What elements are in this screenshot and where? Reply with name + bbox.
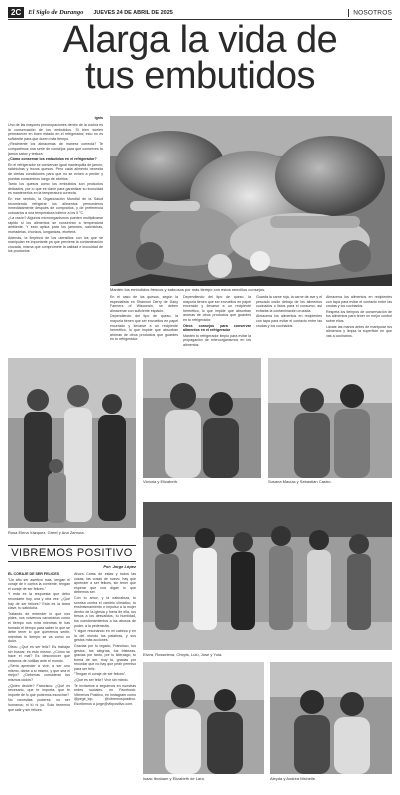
article-paragraph: Tanto los quesos como los embutidos son productos delicados, por lo que es clave para garantizar su inocuidad es mantenerlos en la temperatura correcta. xyxy=(8,182,103,196)
social-paragraph: No necesitas poderes, no ser humanos; ni tú ni yo. Solo tenemos que salir y ser felices. xyxy=(8,698,70,712)
article-paragraph: Dependiendo del tipo de queso, la mayoría tienen que ser envueltos en papel encerado y llevarse a un recipiente hermético, lo que impide que absorban aromas de otros productos que guardes en tu refrigerador. xyxy=(110,314,178,342)
social-paragraph: Te invitamos a seguirnos en nuestras redes sociales, en Facebook: Vibremos Positivo, en Instagram como @jorge_lop, @vibremospositivo. Escríbenos a jorge@vibpositivo.com. xyxy=(74,683,136,707)
page-number: 2C xyxy=(8,7,24,18)
article-paragraph: Dependiendo del tipo de queso, la mayoría tienen que ser envueltos en papel encerado y llevarse a un recipiente hermético, lo que impide que absorban aromas de otros productos que guardes en tu refrigerador. xyxy=(183,295,251,322)
social-paragraph: ¿Sería aprender a vivir, a ser uno mismo, darse a sí mismo, y que sea el mejor? ¿Deberías considerar tus mismos ídolos? xyxy=(8,664,70,683)
article-column-1 xyxy=(8,123,103,333)
embutidos-photo xyxy=(110,116,392,286)
embutidos-photo-caption: Mantén tus embutidos frescos y sabrosos por más tiempo con estos sencillos consejos. xyxy=(110,287,266,292)
article-headline xyxy=(8,19,392,97)
photo-rosa-greet-ana xyxy=(8,358,136,528)
caption-susana: Susana Macías y Sebastián Castro. xyxy=(268,479,332,484)
caption-isaac: Isaac Ibraham y Elizabeth de Lara. xyxy=(143,776,205,781)
caption-victoria: Victoria y Elizabeth. xyxy=(143,479,179,484)
photo-aleyda-andrea xyxy=(270,662,392,774)
social-paragraph: Gracias por tu legado, Francisco, tus gestos, tus alegrías, tus tristezas, gracias por tanto, por tu liderazgo, tu forma de ser, muy tú, gracias por recordar que no hay que pedir permiso para ser feliz. xyxy=(74,643,136,671)
caption-rosa: Rosa Elena Vázquez, Greet y Ana Zamora. xyxy=(8,530,85,535)
article-column-2 xyxy=(110,295,178,343)
social-paragraph: Tratando de entender lo que nos pides, nos volvemos carcelarios como el tiempo nos mira mientras te has tomado el tiempo para saber lo que se debe tener lo que queremos sentir, mientras tu tiempo se va como un dolor. xyxy=(8,611,70,644)
article-paragraph: Lávate las manos antes de manipular tus alimentos y limpia la superficie en que vas a cocinarlos. xyxy=(326,324,392,338)
photo-susana-sebastian xyxy=(268,358,392,478)
issue-date: JUEVES 24 DE ABRIL DE 2025 xyxy=(93,9,173,16)
social-paragraph: Otros: ¿Qué es ser feliz? Es trabajar sin buscar, es esto mismo. ¿Cómo se hace el mal? Es desconocer que estamos de rodillas ante el mundo. xyxy=(8,644,70,663)
section-name: NOSOTROS xyxy=(348,9,392,17)
masthead: El Siglo de Durango xyxy=(28,9,84,16)
photo-group xyxy=(143,502,392,650)
column-author: Por: Jorge López xyxy=(103,564,136,569)
photo-isaac-elizabeth xyxy=(143,662,264,774)
article-byline: Ignis xyxy=(94,116,103,120)
article-paragraph: Uno de las mayores preocupaciones dentro de la cocina es la conservación de los embutidos. Si bien suelen permanecer en buen estado en el refrigerador, esto no es suficiente para que duren más tiempo. xyxy=(8,123,103,141)
social-paragraph: ¿Qué es ser feliz? Vivir sin miedo. xyxy=(74,678,129,683)
social-paragraph: Ahora Caras de estas y todos las cosas, las cosas de nuevo, hay que aprender a ser felices, sin tener que esperar que nos digan lo que debemos ser. xyxy=(74,572,136,595)
article-paragraph: Mantén tu refrigerador limpio para evitar la propagación de microorganismos en los alimentos. xyxy=(183,333,251,347)
page-header xyxy=(8,6,392,20)
social-paragraph: Y sigue resonando en mi cabeza y en la del mundo tus palabras, y sus gestos más acciones. xyxy=(74,629,136,643)
article-subheading: ¿Cómo conservar los embutidos en el refrigerador? xyxy=(8,157,97,162)
article-paragraph: En el refrigerador se conservan igual mantequilla de jamón, salchichas y trozos quesos. Pero cada alimento necesita de ciertas condiciones para que no se echen a perder y puedas consumirlos luego de abrirlos. xyxy=(8,162,103,181)
caption-aleyda: Aleyda y Andrea Michelle. xyxy=(270,776,317,781)
article-paragraph: Además, la limpieza de los utensilios con los que se manipulan es importante ya que previene la contaminación cruzada, misma que compromete la calidad e inocuidad de los productos. xyxy=(8,235,103,254)
social-paragraph: Con tu amor, y la naturaleza, tu sonrisa contra el cambio climático, tu ensimismamiento e impulso a la mujer dentro de la iglesia y fuera de ella, tus besos a los desvalidos, tu humildad, tus cuestionamientos a los abusos de poder, a la pederastia. xyxy=(74,595,136,628)
article-paragraph: En ese sentido, la Organización Mundial de la Salud recomienda refrigerar los alimentos perecederos inmediatamente después de comprarlos, y de preferencia colocarlos a una temperatura inferior a los 5 °C. xyxy=(8,196,103,215)
article-paragraph: Respeta los tiempos de conservación de tus alimentos para tener un mejor control sobre ellos. xyxy=(326,309,392,323)
photo-victoria-elizabeth xyxy=(143,358,261,478)
social-paragraph: Y esta es la respuesta que debo recordarte hoy, una y otra vez: ¿Qué hay de ser felices? Esta es la tarea clave, tu sabiduría. xyxy=(8,592,70,611)
article-paragraph: En el caso de los quesos, según la especialista en Shannon Derry de Dairy Farmers of Wisconsin, se deben almacenar con suficiente espacio. xyxy=(110,295,178,313)
headline-line-1: Alarga la vida de xyxy=(62,19,338,61)
article-column-5 xyxy=(326,295,392,343)
social-subheading: EL CORAJE DE SER FELICES xyxy=(8,572,60,576)
social-paragraph: ¿Quién decide? Francisco: ¿Qué es necesario, que te importa, que te importe de lo que podemos escuchar? xyxy=(8,683,70,697)
caption-elvira: Elvira, Rosselena, Chepis, Lulú, Jose y Yola. xyxy=(143,652,223,657)
article-paragraph: Guarda la carne roja, la carne de ave y el pescado crudo debajo de los alimentos cocinados o listos para el consumo, así evitarás la contaminación cruzada. xyxy=(256,295,322,313)
article-column-3 xyxy=(183,295,251,347)
article-subheading: Otros consejos para conservar alimentos en el refrigerador xyxy=(183,323,251,333)
social-paragraph: "Tengan el coraje de ser felices". xyxy=(74,672,127,677)
article-paragraph: ¿Realmente los almacenas de manera correcta? Te compartimos una serie de consejos para que conserves tu jamón sabor y textura. xyxy=(8,142,103,156)
column-title: VIBREMOS POSITIVO xyxy=(8,545,136,562)
article-paragraph: Almacena los alimentos en recipientes con tapa para evitar el contacto entre las crudas y los cocinados. xyxy=(256,314,322,328)
social-column-1 xyxy=(8,572,70,787)
article-column-4 xyxy=(256,295,322,343)
article-paragraph: Almacena los alimentos en recipientes con tapa para evitar el contacto entre las crudas y los cocinados. xyxy=(326,295,392,309)
social-paragraph: "Un año ser asertivo más, tengan el coraje de ir contra la corriente, tengan el coraje de ser felices." xyxy=(8,577,70,591)
headline-line-2: tus embutidos xyxy=(84,55,316,97)
article-paragraph: ¿La razón? Algunos microorganismos pueden multiplicarse rápido si los alimentos se conservan a temperatura ambiente. Y esto aplica para los jamones, salchichas, mortadelas, chorizos, longanizas, etcétera. xyxy=(8,216,103,235)
social-column-2 xyxy=(74,572,136,787)
